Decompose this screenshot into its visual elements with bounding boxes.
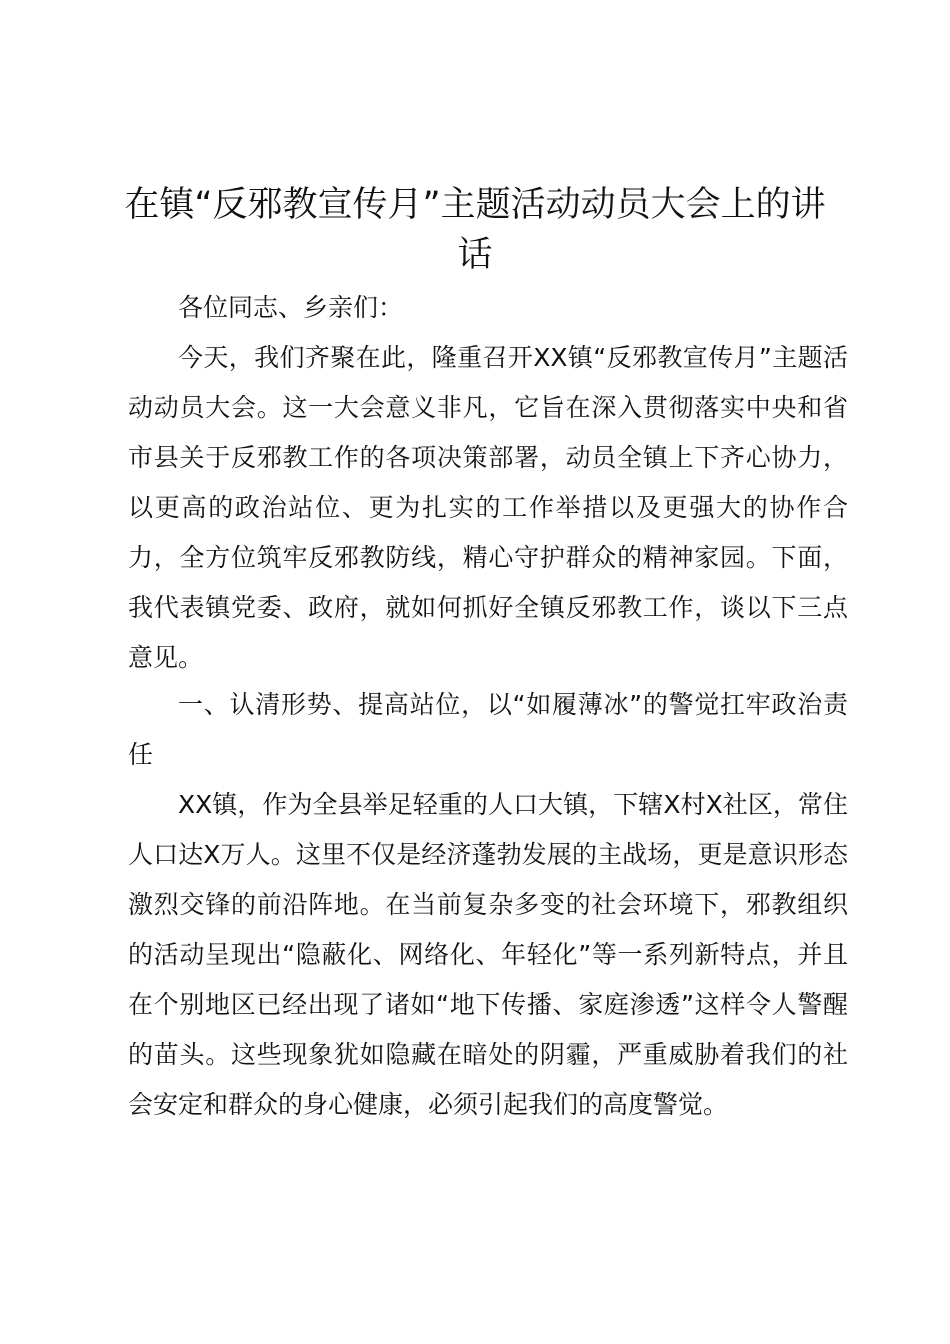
salutation: 各位同志、乡亲们：: [178, 293, 404, 322]
paragraph-intro: 今天，我们齐聚在此，隆重召开XX镇“反邪教宣传月”主题活动动员大会。这一大会意义非凡，它旨在深入贯彻落实中央和省市县关于反邪教工作的各项决策部署，动员全镇上下齐心协力，以更高的政治站位、更为扎实的工作举措以及更强大的协作合力，全方位筑牢反邪教防线，精心守护群众的精神家园。下面，我代表镇党委、政府，就如何抓好全镇反邪教工作，谈以下三点意见。: [128, 343, 848, 672]
document-title: 在镇“反邪教宣传月”主题活动动员大会上的讲话: [124, 185, 826, 275]
paragraph-situation: XX镇，作为全县举足轻重的人口大镇，下辖X村X社区，常住人口达X万人。这里不仅是经济蓬勃发展的主战场，更是意识形态激烈交锋的前沿阵地。在当前复杂多变的社会环境下，邪教组织的活动呈现出“隐蔽化、网络化、年轻化”等一系列新特点，并且在个别地区已经出现了诸如“地下传播、家庭渗透”这样令人警醒的苗头。这些现象犹如隐藏在暗处的阴霾，严重威胁着我们的社会安定和群众的身心健康，必须引起我们的高度警觉。: [128, 790, 848, 1119]
section-heading-1: 一、认清形势、提高站位，以“如履薄冰”的警觉扛牢政治责任: [128, 690, 848, 769]
